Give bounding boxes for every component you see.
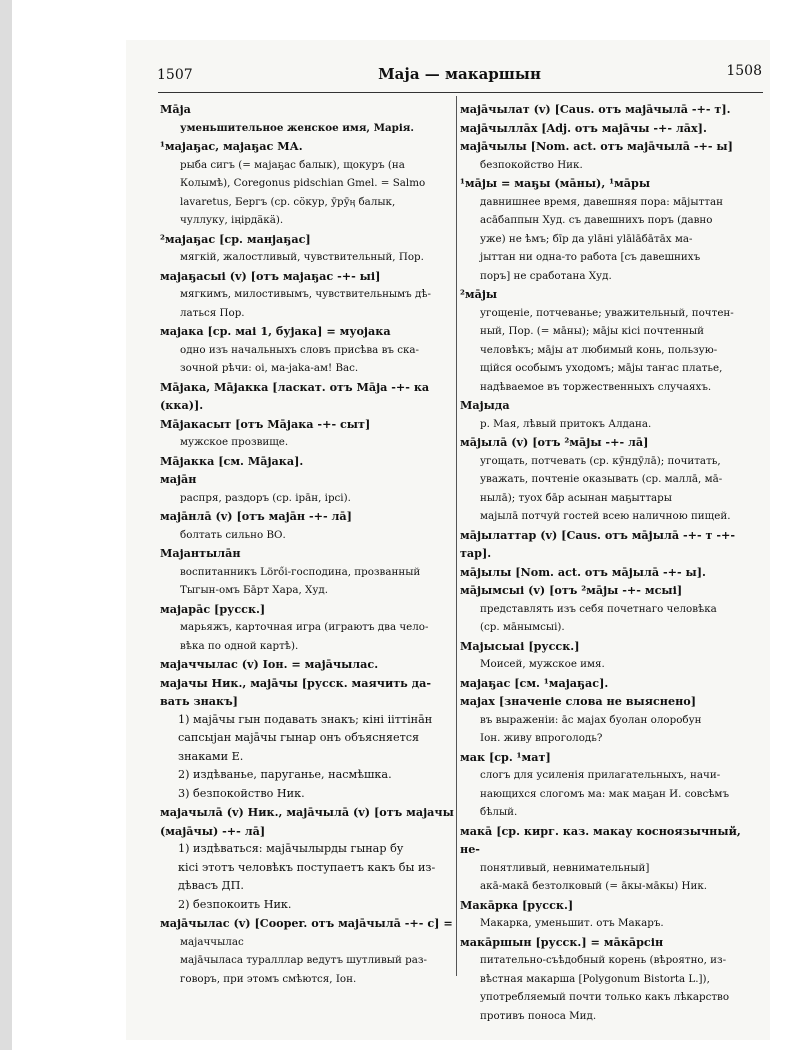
- dictionary-definition-line: марьяжъ, карточная игра (играютъ два чело-: [180, 621, 429, 633]
- dictionary-definition-line: чуллуку, іңірдӓкӓ).: [180, 214, 284, 226]
- dictionary-headword: мајаҕас [см. ¹мајаҕас].: [460, 675, 609, 690]
- dictionary-headword: (мајāчы) -+- лā]: [160, 823, 266, 838]
- dictionary-definition-line: говоръ, при этомъ смѣются, Іон.: [180, 972, 357, 985]
- header-rule: [158, 92, 763, 93]
- dictionary-definition-line: питательно-съѣдобный корень (вѣроятно, из-: [480, 954, 727, 966]
- dictionary-headword: мајаҕасыі (v) [отъ мајаҕас -+- ыі]: [160, 268, 381, 283]
- dictionary-headword: мајāчылат (v) [Caus. отъ мајāчылā -+- т].: [460, 102, 731, 116]
- dictionary-definition-line: представлять изъ себя почетнаго человѣка: [480, 602, 717, 615]
- dictionary-definition-line: ный, Пор. (= мāны); мāјы кісі почтенный: [480, 325, 704, 337]
- dictionary-definition-line: кісі этотъ человѣкъ поступаетъ какъ бы из-: [178, 860, 436, 874]
- dictionary-headword: мāјылаттар (v) [Caus. отъ мāјылā -+- т -+- тар].: [460, 527, 736, 560]
- dictionary-headword: Мāја: [160, 102, 191, 116]
- dictionary-headword: ²мāјы: [460, 287, 498, 301]
- dictionary-definition-line: знаками Е.: [178, 749, 244, 763]
- dictionary-definition-line: мягкимъ, милостивымъ, чувствительнымъ дѣ-: [180, 288, 431, 300]
- dictionary-definition-line: уважать, почтеніе оказывать (ср. маллā, мā-: [480, 473, 723, 485]
- dictionary-headword: Мāјакасыт [отъ Мāјака -+- сыт]: [160, 416, 371, 431]
- dictionary-headword: мајāн: [160, 472, 197, 486]
- dictionary-definition-line: одно изъ начальныхъ словъ присѣва въ ска-: [180, 343, 420, 356]
- dictionary-definition-line: угощать, потчевать (ср. кӯндӯлā); почитать,: [480, 454, 721, 467]
- dictionary-definition-line: Моисей, мужское имя.: [480, 658, 605, 670]
- dictionary-headword: мајāчылас (v) [Cooper. отъ мајāчылā -+- с] =: [160, 916, 453, 930]
- dictionary-headword: ¹мāјы = маҕы (мāны), ¹мāры: [460, 176, 651, 190]
- scan-edge: [0, 0, 12, 1050]
- dictionary-definition-line: мягкій, жалостливый, чувствительный, Пор.: [180, 251, 424, 263]
- dictionary-headword: мајāчылы [Nom. act. отъ мајāчылā -+- ы]: [460, 139, 733, 153]
- dictionary-definition-line: щійся особымъ уходомъ; мāјы таҥас платье,: [480, 362, 723, 374]
- dictionary-headword: Мајантылāн: [160, 546, 241, 560]
- dictionary-definition-line: асāбаппын Худ. съ давешнихъ поръ (давно: [480, 214, 713, 226]
- dictionary-headword: ²мајаҕас [ср. манјаҕас]: [160, 231, 311, 246]
- dictionary-headword: ¹мајаҕас, мајаҕас МА.: [160, 139, 303, 153]
- dictionary-definition-line: противъ поноса Мид.: [480, 1009, 597, 1022]
- page-number-left: 1507: [157, 67, 193, 83]
- dictionary-definition-line: угощеніе, потчеванье; уважительный, почтен-: [480, 306, 734, 319]
- dictionary-definition-line: мужское прозвище.: [180, 436, 289, 448]
- dictionary-headword: макā [ср. кирг. каз. макау косноязычный, не-: [460, 823, 741, 856]
- dictionary-headword: вать знакъ]: [160, 694, 238, 708]
- dictionary-definition-line: въ выраженіи: āс мајах буолан олоробун: [480, 713, 702, 726]
- dictionary-definition-line: болтать сильно ВО.: [180, 528, 286, 541]
- dictionary-definition-line: 1) издѣваться: мајāчылырды гынар бу: [178, 842, 404, 855]
- dictionary-headword: мајаччылас (v) Іон. = мајāчылас.: [160, 657, 379, 671]
- dictionary-headword: мāјылы [Nom. act. отъ мāјылā -+- ы].: [460, 564, 706, 579]
- dictionary-definition-line: уже) не ѣмъ; бīр да уlāні уlālāбāтāх ма-: [480, 232, 693, 245]
- dictionary-headword: мајачылā (v) Ник., мајāчылā (v) [отъ мајачы: [160, 805, 454, 819]
- dictionary-headword: Мāјака, Мāјакка [ласкат. отъ Мāја -+- ка: [160, 379, 430, 394]
- dictionary-definition-line: нылā); туох бāр асынан маҕыттары: [480, 491, 672, 504]
- dictionary-definition-line: уменьшительное женское имя, Марія.: [180, 121, 414, 134]
- dictionary-definition-line: Макарка, уменьшит. отъ Макаръ.: [480, 917, 664, 929]
- dictionary-definition-line: Іон. живу впроголодь?: [480, 732, 603, 744]
- dictionary-definition-line: зочной рѣчи: оі, ма-jaka-ам! Вас.: [180, 362, 359, 374]
- dictionary-definition-line: 3) безпокойство Ник.: [178, 786, 305, 800]
- dictionary-definition-line: 1) мајāчы гын подавать знакъ; кіні ііттінāн: [178, 712, 433, 726]
- dictionary-definition-line: сапсыјан мајāчы гынар онъ объясняется: [178, 731, 420, 744]
- dictionary-definition-line: понятливый, невнимательный]: [480, 861, 650, 874]
- dictionary-definition-line: человѣкъ; мāјы ат любимый конь, пользую-: [480, 343, 718, 356]
- dictionary-definition-line: давнишнее время, давешняя пора: мāјыттан: [480, 195, 723, 208]
- dictionary-definition-line: 2) издѣванье, паруганье, насмѣшка.: [178, 768, 392, 781]
- dictionary-headword: Мајысыаі [русск.]: [460, 638, 580, 653]
- dictionary-definition-line: распря, раздоръ (ср. ірāн, ірсі).: [180, 491, 351, 504]
- dictionary-definition-line: Колымѣ), Coregonus pidschian Gmel. = Salmo: [180, 177, 426, 189]
- dictionary-definition-line: јыттан ни одна-то работа [съ давешнихъ: [480, 251, 701, 263]
- dictionary-definition-line: нающихся слогомъ ма: мак маҕан И. совсѣмъ: [480, 787, 729, 800]
- dictionary-headword: мајāчыллāх [Adj. отъ мајāчы -+- лāх].: [460, 120, 707, 135]
- running-title: Маја — макаршын: [378, 65, 541, 83]
- dictionary-definition-line: (ср. мāнымсыі).: [480, 621, 565, 633]
- dictionary-definition-line: мајылā потчуй гостей всею наличною пищей.: [480, 510, 731, 522]
- dictionary-definition-line: 2) безпокоить Ник.: [178, 897, 292, 911]
- dictionary-definition-line: акā-макā безтолковый (= āкы-мāкы) Ник.: [480, 880, 708, 892]
- dictionary-definition-line: мајāчыласа туралллар ведутъ шутливый раз-: [180, 954, 427, 966]
- dictionary-headword: Мајыда: [460, 398, 510, 412]
- dictionary-headword: Макāрка [русск.]: [460, 897, 574, 912]
- dictionary-definition-line: употребляемый почти только какъ лѣкарство: [480, 991, 730, 1003]
- dictionary-definition-line: рыба сигъ (= мајаҕас балык), щокуръ (на: [180, 158, 405, 171]
- dictionary-definition-line: слогъ для усиленія прилагательныхъ, начи-: [480, 769, 721, 781]
- dictionary-definition-line: вѣка по одной картѣ).: [180, 639, 299, 652]
- dictionary-headword: мајāнлā (v) [отъ мајāн -+- лā]: [160, 509, 352, 523]
- dictionary-headword: мајарāс [русск.]: [160, 601, 266, 616]
- dictionary-headword: мајачы Ник., мајāчы [русск. маячить да-: [160, 675, 432, 690]
- left-column: [160, 100, 458, 988]
- right-column: [460, 100, 760, 1025]
- dictionary-definition-line: вѣстная макарша [Polygonum Bistorta L.]),: [480, 972, 710, 985]
- dictionary-headword: мајах [значеніе слова не выяснено]: [460, 694, 697, 708]
- dictionary-definition-line: Тыгын-омъ Бāрт Хара, Худ.: [180, 584, 329, 596]
- dictionary-headword: мāјымсыі (v) [отъ ²мāјы -+- мсыі]: [460, 583, 683, 597]
- page-number-right: 1508: [726, 63, 762, 79]
- dictionary-definition-line: поръ] не сработана Худ.: [480, 269, 612, 282]
- dictionary-headword: макāршын [русск.] = мāкāрсін: [460, 934, 664, 949]
- dictionary-definition-line: безпокойство Ник.: [480, 158, 583, 171]
- dictionary-headword: мāјылā (v) [отъ ²мāјы -+- лā]: [460, 435, 649, 449]
- dictionary-definition-line: бѣлый.: [480, 806, 518, 818]
- dictionary-definition-line: надѣваемое въ торжественныхъ случаяхъ.: [480, 380, 712, 393]
- dictionary-headword: Мāјакка [см. Мāјака].: [160, 453, 304, 468]
- dictionary-definition-line: дѣвасъ ДП.: [178, 879, 244, 892]
- dictionary-definition-line: воспитанникъ Lörői-господина, прозванный: [180, 565, 421, 578]
- dictionary-headword: мајака [ср. маі 1, бујака] = муојака: [160, 324, 391, 338]
- dictionary-headword: мак [ср. ¹мат]: [460, 749, 551, 764]
- dictionary-headword: (кка)].: [160, 398, 204, 412]
- dictionary-definition-line: р. Мая, лѣвый притокъ Алдана.: [480, 417, 652, 430]
- dictionary-definition-line: латься Пор.: [180, 306, 245, 319]
- page-header: [157, 63, 762, 89]
- dictionary-definition-line: lavaretus, Бергъ (ср. сӧкур, ӯрӯӊ балык,: [180, 195, 396, 208]
- dictionary-definition-line: мајаччылас: [180, 935, 244, 948]
